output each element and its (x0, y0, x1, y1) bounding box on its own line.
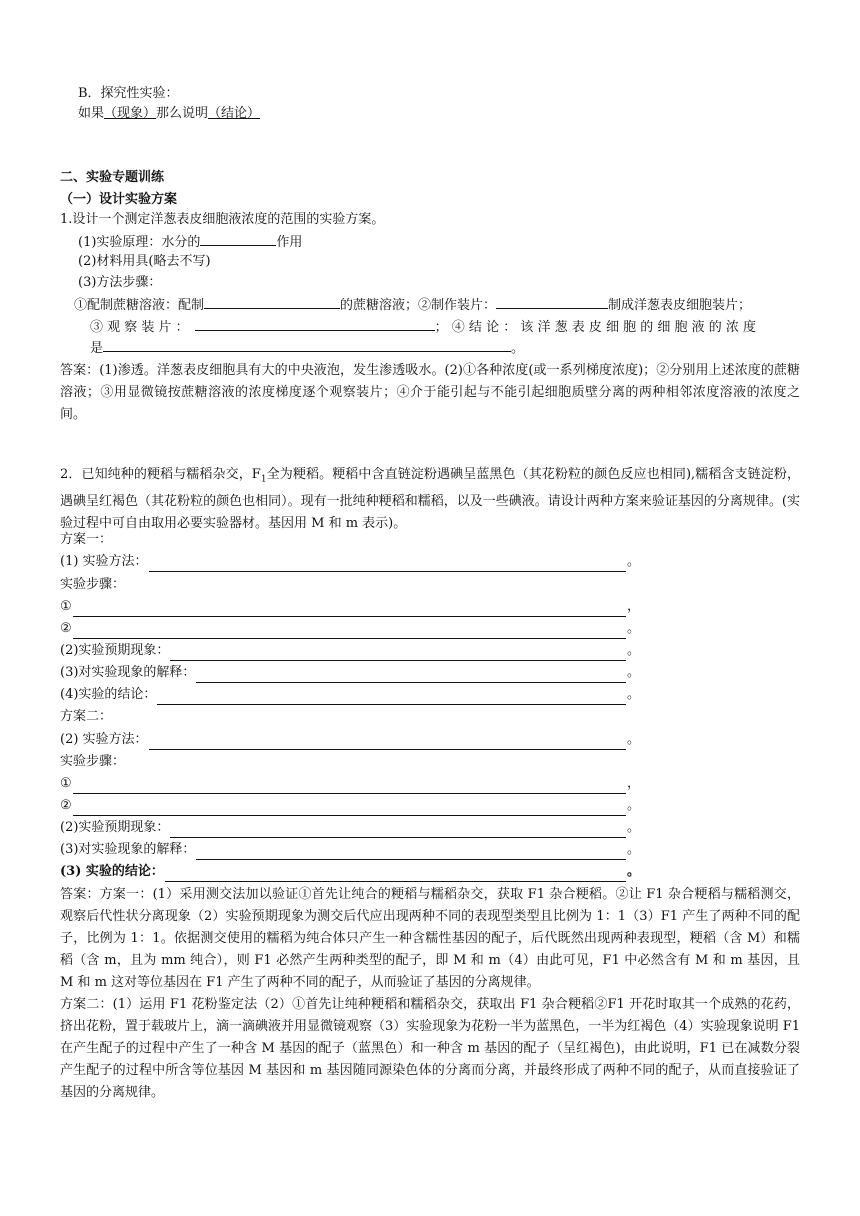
plan1-concl (60, 685, 640, 705)
plan1-expect-label: (2)实验预期现象： (60, 643, 170, 658)
q1-stem: 1.设计一个测定洋葱表皮细胞液浓度的范围的实验方案。 (60, 212, 385, 227)
plan2-method-blank[interactable] (149, 735, 626, 750)
plan1-steps: 实验步骤： (60, 577, 126, 592)
q1-step1-a: ①配制蔗糖溶液：配制 (74, 298, 205, 313)
plan2-method-end: 。 (626, 732, 640, 747)
q1-step1-blank2[interactable] (496, 294, 608, 309)
part-b-phenomenon: （现象） (104, 106, 157, 121)
plan1-expect (60, 641, 640, 661)
plan1-step1-blank[interactable] (73, 602, 626, 617)
plan2-method (60, 730, 640, 750)
plan1-explain-end: 。 (626, 665, 640, 680)
plan2-concl-end: 。 (626, 864, 640, 879)
q1-principle-prefix: (1)实验原理：水分的 (78, 235, 201, 250)
q1-principle (78, 231, 302, 251)
q1-step4-b: 。 (511, 341, 525, 356)
plan2-expect-blank[interactable] (170, 823, 626, 838)
plan2-expect-label: (2)实验预期现象： (60, 820, 170, 835)
q1-step4-blank[interactable] (103, 337, 511, 352)
plan2-step2 (60, 796, 640, 816)
plan1-step2 (60, 619, 640, 639)
plan2-concl (60, 862, 640, 882)
plan2-title: 方案二： (60, 709, 113, 724)
plan2-explain-label: (3)对实验现象的解释： (60, 842, 196, 857)
q1-principle-blank[interactable] (200, 231, 276, 246)
q1-step1-b: 的蔗糖溶液；②制作装片： (340, 298, 497, 313)
section-title: 二、实验专题训练 (60, 170, 165, 185)
plan1-method-end: 。 (626, 554, 640, 569)
q1-step3-a: ③ 观 察 装 片 ： (90, 320, 189, 335)
q1-step1-blank1[interactable] (204, 294, 340, 309)
plan2-steps: 实验步骤： (60, 754, 126, 769)
plan2-concl-blank[interactable] (165, 867, 626, 882)
plan1-expect-end: 。 (626, 643, 640, 658)
plan2-step1 (60, 774, 640, 794)
plan1-explain-label: (3)对实验现象的解释： (60, 665, 196, 680)
q2-stem-sub: 1 (260, 474, 267, 485)
q1-step1-c: 制成洋葱表皮细胞装片； (608, 298, 752, 313)
q1-step4 (90, 337, 524, 357)
q1-step3-blank[interactable] (195, 316, 435, 331)
plan2-step2-blank[interactable] (73, 801, 626, 816)
q1-principle-suffix: 作用 (276, 235, 303, 250)
plan2-step2-label: ② (60, 798, 72, 813)
plan1-concl-end: 。 (626, 687, 640, 702)
plan1-step2-label: ② (60, 621, 72, 636)
q2-answer-plan2: 方案二：(1）运用 F1 花粉鉴定法（2）①首先让纯种粳稻和糯稻杂交，获取出 F1 杂合粳稻②F1 开花时取其一个成熟的花药，挤出花粉，置于载玻片上，滴一滴碘液并用显微镜观察（3）实验现象为花粉一半为蓝黑色，一半为红褐色（4）实验现象说明 F1 在产生配子的过程中产生了一种含 M 基因的配子（蓝黑色）和一种含 m 基因的配子（呈红褐色)，由此说明，F1 已在减数分裂产生配子的过程中所含等位基因 M 基因和 m 基因随同源染色体的分离而分离，并最终形成了两种不同的配子，从而直接验证了基因的分离规律。 (60, 997, 800, 1100)
q1-answer: 答案：(1)渗透。洋葱表皮细胞具有大的中央液泡，发生渗透吸水。(2)①各种浓度(或一系列梯度浓度)；②分别用上述浓度的蔗糖溶液；③用显微镜按蔗糖溶液的浓度梯度逐个观察装片；④介于能引起与不能引起细胞质壁分离的两种相邻浓度溶液的浓度之间。 (60, 363, 800, 422)
plan2-explain-blank[interactable] (196, 845, 626, 860)
section-subtitle: （一）设计实验方案 (60, 192, 178, 207)
plan1-title: 方案一： (60, 532, 113, 547)
plan2-step1-end: ， (626, 776, 640, 791)
plan2-step2-end: 。 (626, 798, 640, 813)
plan2-expect (60, 818, 640, 838)
plan1-expect-blank[interactable] (170, 646, 626, 661)
plan2-explain (60, 840, 640, 860)
plan2-step1-blank[interactable] (73, 779, 626, 794)
plan1-step2-blank[interactable] (73, 624, 626, 639)
plan1-step1 (60, 597, 640, 617)
plan2-step1-label: ① (60, 776, 72, 791)
plan1-step2-end: 。 (626, 621, 640, 636)
plan1-step1-label: ① (60, 599, 72, 614)
q1-method: (3)方法步骤： (78, 275, 162, 290)
part-b-heading: B．探究性实验： (78, 86, 179, 101)
q1-step3 (90, 316, 756, 336)
plan1-explain (60, 663, 640, 683)
plan1-explain-blank[interactable] (196, 668, 626, 683)
plan1-concl-label: (4)实验的结论： (60, 687, 157, 702)
q2-stem-a: 2．已知纯种的粳稻与糯稻杂交，F (60, 467, 261, 482)
part-b-prefix: 如果 (78, 106, 105, 121)
plan1-method (60, 552, 640, 572)
part-b-middle: 那么说明 (156, 106, 209, 121)
q1-materials: (2)材料用具(略去不写) (78, 254, 211, 269)
plan2-method-label: (2) 实验方法： (60, 732, 148, 747)
plan2-explain-end: 。 (626, 842, 640, 857)
q2-stem-b: 全为粳稻。粳稻中含直链淀粉遇碘呈蓝黑色（其花粉粒的颜色反应也相同),糯稻含支链淀粉，遇碘呈红褐色（其花粉粒的颜色也相同）。现有一批纯种粳稻和糯稻，以及一些碘液。请设计两种方案来验证基因的分离规律。(实验过程中可自由取用必要实验器材。基因用 M 和 m 表示)。 (60, 467, 800, 531)
q2-stem (60, 464, 800, 535)
q1-step3-b: ； ④ 结 论 ： 该 洋 葱 表 皮 细 胞 的 细 胞 液 的 浓 度 (434, 320, 757, 335)
plan2-concl-label: (3) 实验的结论： (60, 864, 164, 879)
plan1-method-blank[interactable] (149, 557, 626, 572)
plan1-method-label: (1) 实验方法： (60, 554, 148, 569)
part-b-line (78, 104, 260, 124)
plan2-expect-end: 。 (626, 820, 640, 835)
q2-answer-plan1: 答案：方案一：(1）采用测交法加以验证①首先让纯合的粳稻与糯稻杂交，获取 F1 杂合粳稻。②让 F1 杂合粳稻与糯稻测交，观察后代性状分离现象（2）实验预期现象为测交后代应出现两种不同的表现型类型且比例为 1：1（3）F1 产生了两种不同的配子，比例为 1：1。依据测交使用的糯稻为纯合体只产生一种含糯性基因的配子，后代既然出现两种表现型，粳稻（含 M）和糯稻（含 m，且为 mm 纯合），则 F1 必然产生两种类型的配子，即 M 和 m（4）由此可见，F1 中必然含有 M 和 m 基因，且 M 和 m 这对等位基因在 F1 产生了两种不同的配子，从而验证了基因的分离规律。 (60, 887, 800, 990)
plan1-concl-blank[interactable] (157, 690, 626, 705)
q1-step4-a: 是 (90, 341, 104, 356)
plan1-step1-end: ， (626, 599, 640, 614)
q1-step1 (74, 294, 751, 314)
part-b-conclusion: （结论） (208, 106, 261, 121)
